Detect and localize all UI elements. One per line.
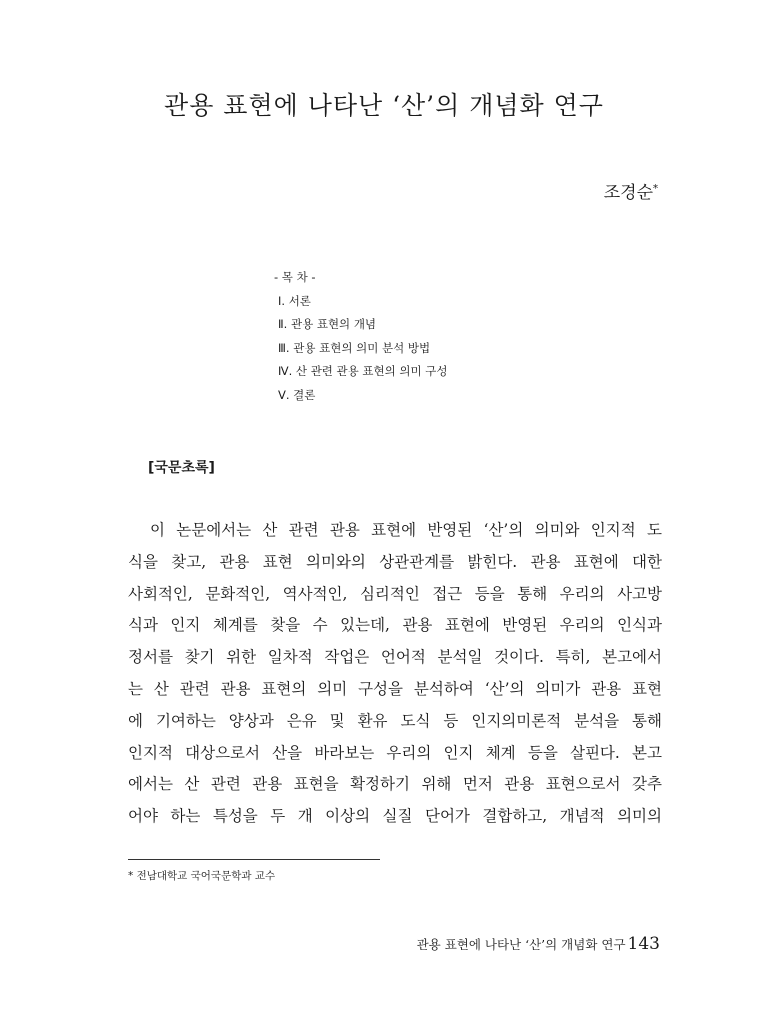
footnote-divider [128,859,380,860]
abstract-line: 정서를 찾기 위한 일차적 작업은 언어적 분석일 것이다. 특히, 본고에서 [128,648,662,667]
author-name: 조경순 [603,183,653,203]
running-title: 관용 표현에 나타난 ‘산’의 개념화 연구 [416,937,626,952]
abstract-line: 는 산 관련 관용 표현의 의미 구성을 분석하여 ‘산’의 의미가 관용 표현 [128,679,662,698]
toc-item: Ⅲ. 관용 표현의 의미 분석 방법 [278,340,431,355]
toc-item: Ⅰ. 서론 [278,293,311,308]
abstract-heading: [국문초록] [148,460,215,476]
page-number: 143 [627,934,660,954]
abstract-line: 사회적인, 문화적인, 역사적인, 심리적인 접근 등을 통해 우리의 사고방 [128,584,662,603]
toc-item: Ⅳ. 산 관련 관용 표현의 의미 구성 [278,364,448,378]
abstract-line: 에 기여하는 양상과 은유 및 환유 도식 등 인지의미론적 분석을 통해 [128,711,662,730]
abstract-line: 어야 하는 특성을 두 개 이상의 실질 단어가 결합하고, 개념적 의미의 [128,807,662,826]
footnote: * 전남대학교 국어국문학과 교수 [128,870,276,882]
table-of-contents [272,266,448,407]
toc-heading: - 목 차 - [274,270,316,284]
abstract-line: 인지적 대상으로서 산을 바라보는 우리의 인지 체계 등을 살핀다. 본고 [128,743,662,762]
author-line [604,178,658,203]
abstract-line: 이 논문에서는 산 관련 관용 표현에 반영된 ‘산’의 의미와 인지적 도 [150,521,662,539]
toc-item: Ⅴ. 결론 [278,387,316,402]
running-footer [417,934,660,954]
abstract-paragraph [128,515,662,833]
abstract-line: 식을 찾고, 관용 표현 의미와의 상관관계를 밝힌다. 관용 표현에 대한 [128,552,662,571]
paper-title: 관용 표현에 나타난 ‘산’의 개념화 연구 [164,91,604,120]
toc-item: Ⅱ. 관용 표현의 개념 [278,317,377,331]
abstract-line: 에서는 산 관련 관용 표현을 확정하기 위해 먼저 관용 표현으로서 갖추 [128,775,662,794]
abstract-line: 식과 인지 체계를 찾을 수 있는데, 관용 표현에 반영된 우리의 인식과 [128,616,662,635]
author-footnote-mark: * [653,183,658,195]
